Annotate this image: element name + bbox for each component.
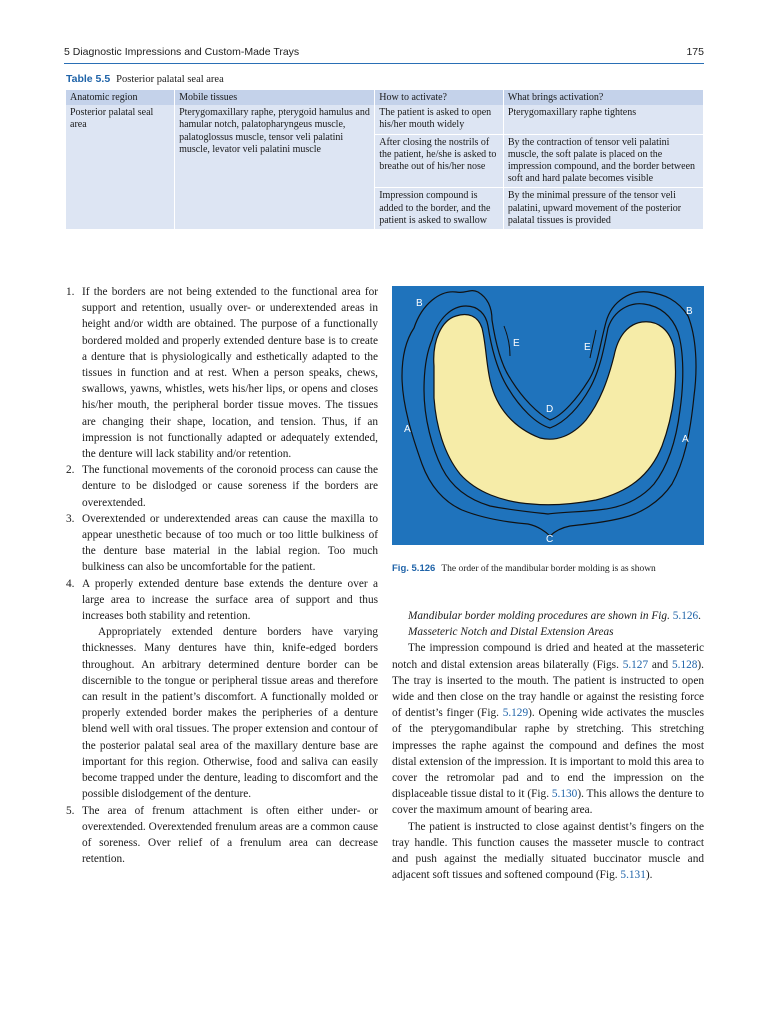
- figure-link[interactable]: 5.129: [502, 707, 529, 720]
- col-header: Mobile tissues: [175, 90, 375, 105]
- label-a-right: A: [682, 434, 689, 445]
- table-label: Table 5.5: [66, 73, 111, 85]
- label-e-right: E: [584, 342, 591, 353]
- table-cell-how: Impression compound is added to the border, and the patient is asked to swallow: [375, 188, 504, 229]
- table-cell-what: Pterygomaxillary raphe tightens: [503, 105, 703, 134]
- list-item: [66, 576, 378, 803]
- list-text: The area of frenum attachment is often either under- or overextended. Overextended frenulum areas are a common cause of soreness. Over relief of a frenulum area can decrease retention.: [82, 804, 378, 866]
- table-caption: [66, 73, 224, 85]
- list-number: 2.: [66, 464, 75, 477]
- table-header-row: [66, 90, 704, 105]
- list-number: 5.: [66, 804, 75, 817]
- figure-link[interactable]: 5.128: [671, 658, 698, 671]
- paragraph: [392, 819, 704, 884]
- table-cell-region: Posterior palatal seal area: [66, 105, 175, 229]
- list-paragraph: Appropriately extended denture borders have varying thicknesses. Many dentures have thin, knife-edged borders throughout. An arbitrary determined denture border can be discernible to the tongue or peripheral tissue areas and therefore can result in the patient’s discomfort. A functionally molded or properly extended border makes the peripheries of a denture blend well with oral tissues. The proper extension and contour of the posterior palatal seal area of the maxillary denture base are important for this region. Otherwise, food and saliva can easily become trapped under the denture, leading to discomfort and the possible dislodgement of the denture.: [82, 626, 378, 801]
- figure-label: Fig. 5.126: [392, 563, 436, 574]
- table-cell-mobile-tissues: Pterygomaxillary raphe, pterygoid hamulus and hamular notch, palatopharyngeus muscle, palatoglossus muscle, tensor veli palatini muscle, levator veli palatini muscle: [175, 105, 375, 229]
- paragraph-text: ). The tray is inserted to the mouth. The patient is instructed to open wide and then close on the tray handle or against the resisting force of dentist’s finger (Fig.: [392, 658, 704, 720]
- list-text: Overextended or underextended areas can cause the maxilla to appear unesthetic because of too much or too little bulkiness of the denture base material in the labial region. Too much bulkiness can also be uncomfortable for the patient.: [82, 512, 378, 574]
- list-text: If the borders are not being extended to the functional area for support and retention, usually over- or underextended areas in height and/or width are obtained. The purpose of a functionally bordered molded and properly extended denture base is to create a denture that is physiologically and esthetically adapted to the tissues in function and at rest. When a person speaks, chews, swallows, yawns, whistles, wets his/her lips, or opens and closes his/her mouth, the peripheral border tissue moves. The tissues are changing their shape, location, and tension. Thus, if an impression is not functionally adapted or adequately extended, the denture will lack stability and/or retention.: [82, 286, 378, 461]
- paragraph-text: ).: [645, 869, 653, 882]
- col-header: What brings activation?: [503, 90, 703, 105]
- list-item: [66, 462, 378, 511]
- table-cell-what: By the contraction of tensor veli palatini muscle, the soft palate is placed on the impression compound, and the border between soft and hard palate becomes visible: [503, 134, 703, 188]
- col-header: How to activate?: [375, 90, 504, 105]
- paragraph: [392, 640, 704, 818]
- numbered-list: [66, 284, 378, 867]
- figure-link[interactable]: 5.130: [551, 788, 578, 801]
- table-cell-how: The patient is asked to open his/her mouth widely: [375, 105, 504, 134]
- left-column: [66, 284, 378, 867]
- paragraph-text: Mandibular border molding procedures are shown in Fig.: [408, 610, 670, 622]
- col-header: Anatomic region: [66, 90, 175, 105]
- paragraph-text: ). This allows the denture to cover the maximum amount of bearing area.: [392, 788, 704, 817]
- right-column: [392, 608, 704, 883]
- paragraph-text: ). Opening wide activates the muscles of the pterygomandibular raphe by stretching. This stretching impresses the raphe against the compound and defines the most distal extension of the impression. It is important to mold this area to cover the retromolar pad and to end the impression on the displaceable tissue distal to it (Fig.: [392, 707, 704, 801]
- label-b-left: B: [416, 298, 423, 309]
- paragraph-text: The patient is instructed to close against dentist’s fingers on the tray handle. This function causes the masseter muscle to contract and push against the medially situated buccinator muscle and adjacent soft tissues and softened compound (Fig.: [392, 820, 704, 882]
- label-a-left: A: [404, 424, 411, 435]
- figure-link[interactable]: 5.126: [672, 610, 699, 622]
- list-text: The functional movements of the coronoid process can cause the denture to be dislodged or cause soreness if the borders are overextended.: [82, 464, 378, 509]
- paragraph-text: The impression compound is dried and heated at the masseteric notch and distal extension areas bilaterally (Figs.: [392, 642, 704, 671]
- list-item: [66, 284, 378, 462]
- label-e-left: E: [513, 338, 520, 349]
- table-cell-how: After closing the nostrils of the patient, he/she is asked to breathe out of his/her nose: [375, 134, 504, 188]
- list-number: 4.: [66, 577, 75, 590]
- figure-caption: [392, 563, 656, 574]
- section-heading: Masseteric Notch and Distal Extension Areas: [408, 626, 614, 639]
- page-number: 175: [686, 46, 704, 58]
- figure-link[interactable]: 5.131: [620, 869, 646, 882]
- label-c: C: [546, 534, 554, 545]
- chapter-title: 5 Diagnostic Impressions and Custom-Made Trays: [64, 46, 300, 58]
- running-header: [64, 44, 704, 60]
- table-title: Posterior palatal seal area: [116, 74, 224, 85]
- list-item: [66, 803, 378, 868]
- label-d: D: [546, 404, 554, 415]
- list-number: 1.: [66, 286, 75, 298]
- figure-caption-text: The order of the mandibular border molding is as shown: [441, 564, 656, 574]
- label-b-right: B: [686, 306, 693, 317]
- list-item: [66, 511, 378, 576]
- list-text: A properly extended denture base extends the denture over a large area to increase the surface area of support and thus increases both stability and retention.: [82, 577, 378, 623]
- table-cell-what: By the minimal pressure of the tensor veli palatini, upward movement of the posterior palatal tissues is provided: [503, 188, 703, 229]
- posterior-palatal-seal-table: [66, 90, 704, 229]
- paragraph-text: and: [651, 658, 669, 671]
- paragraph: Mandibular border molding procedures are shown in Fig. 5.126.: [408, 610, 701, 622]
- figure-border-molding: [392, 286, 704, 545]
- figure-link[interactable]: 5.127: [622, 658, 649, 671]
- table-row: [66, 105, 704, 134]
- border-molding-diagram: [392, 286, 704, 545]
- list-number: 3.: [66, 512, 75, 525]
- header-rule: [64, 63, 704, 64]
